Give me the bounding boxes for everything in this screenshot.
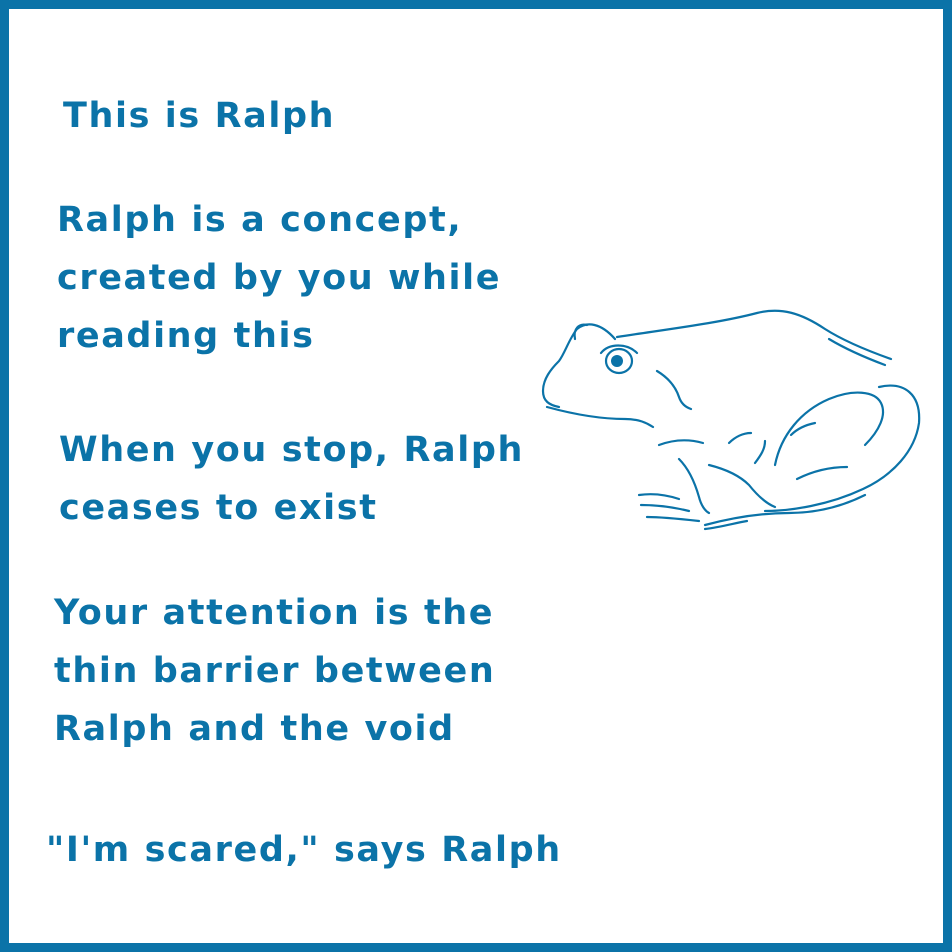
paragraph-1-line-3: reading this xyxy=(57,316,315,356)
paragraph-3-line-1: Your attention is the xyxy=(54,593,495,633)
frog-thigh-inner xyxy=(775,393,883,465)
paragraph-2-line-2: ceases to exist xyxy=(59,488,378,528)
frog-thigh-crease xyxy=(797,467,847,479)
paragraph-3-line-3: Ralph and the void xyxy=(54,709,455,749)
frog-skin-mark-2 xyxy=(755,441,765,463)
frog-cheek-line xyxy=(657,371,691,409)
frog-front-leg xyxy=(679,459,709,513)
paragraph-1-line-2: created by you while xyxy=(57,258,502,298)
frog-belly-line xyxy=(709,465,775,507)
frog-back-ridge xyxy=(829,339,885,365)
frog-front-toe-1 xyxy=(639,494,679,499)
frog-front-toe-3 xyxy=(647,517,699,521)
frog-throat-line xyxy=(659,440,703,445)
title-text: This is Ralph xyxy=(63,96,336,136)
frog-back-outline xyxy=(617,311,891,359)
frog-rear-toe xyxy=(705,521,747,529)
paragraph-3-line-2: thin barrier between xyxy=(54,651,496,691)
quote-text: "I'm scared," says Ralph xyxy=(46,830,562,870)
paragraph-2-line-1: When you stop, Ralph xyxy=(59,430,525,470)
frog-thigh-outline xyxy=(765,386,919,511)
frog-eye-pupil xyxy=(611,355,623,367)
frog-illustration xyxy=(529,299,929,539)
frog-mouth-line xyxy=(547,407,653,427)
frog-head-outline xyxy=(543,324,615,407)
frog-skin-mark-1 xyxy=(729,433,751,443)
paragraph-1-line-1: Ralph is a concept, xyxy=(57,200,463,240)
frog-front-toe-2 xyxy=(641,505,689,511)
